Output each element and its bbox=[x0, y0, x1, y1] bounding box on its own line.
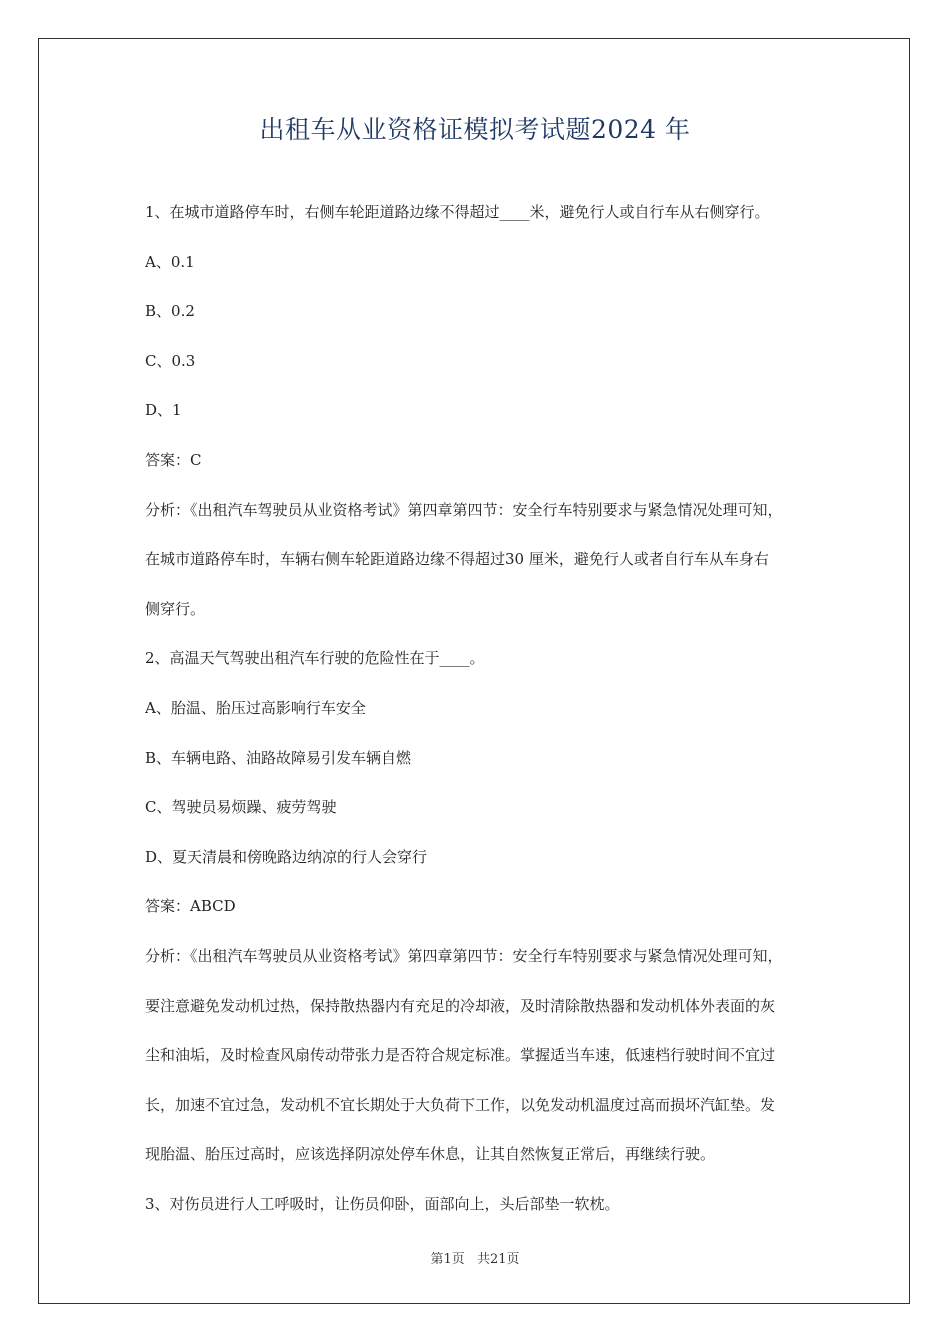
question-3-text: 3、对伤员进行人工呼吸时，让伤员仰卧，面部向上，头后部垫一软枕。 bbox=[145, 1194, 620, 1213]
question-2-analysis-line: 现胎温、胎压过高时，应该选择阴凉处停车休息，让其自然恢复正常后，再继续行驶。 bbox=[145, 1145, 716, 1164]
question-2-option-d: D、夏天清晨和傍晚路边纳凉的行人会穿行 bbox=[145, 847, 428, 866]
question-2-option-b: B、车辆电路、油路故障易引发车辆自燃 bbox=[145, 748, 412, 767]
document-title: 出租车从业资格证模拟考试题2024 年 bbox=[259, 115, 691, 144]
page-footer bbox=[0, 1248, 950, 1267]
page-total: 共21页 bbox=[476, 1252, 520, 1267]
question-2-analysis-line: 尘和油垢，及时检查风扇传动带张力是否符合规定标准。掌握适当车速，低速档行驶时间不宜过 bbox=[145, 1046, 776, 1065]
question-1-analysis-line: 侧穿行。 bbox=[145, 599, 206, 618]
question-2-option-a: A、胎温、胎压过高影响行车安全 bbox=[145, 698, 366, 717]
question-1-text: 1、在城市道路停车时，右侧车轮距道路边缘不得超过____米，避免行人或自行车从右侧穿行。 bbox=[145, 203, 770, 221]
question-1-analysis-line: 在城市道路停车时，车辆右侧车轮距道路边缘不得超过30 厘米，避免行人或者自行车从车身右 bbox=[145, 550, 769, 569]
question-1-analysis-line: 分析：《出租汽车驾驶员从业资格考试》第四章第四节：安全行车特别要求与紧急情况处理可知， bbox=[145, 500, 783, 519]
question-1-option-a: A、0.1 bbox=[145, 252, 195, 271]
question-2-option-c: C、驾驶员易烦躁、疲劳驾驶 bbox=[145, 798, 337, 817]
question-2-answer: 答案：ABCD bbox=[145, 897, 236, 916]
question-1-answer: 答案：C bbox=[145, 450, 202, 469]
question-1-option-b: B、0.2 bbox=[145, 302, 195, 321]
question-2-analysis-line: 要注意避免发动机过热，保持散热器内有充足的冷却液，及时清除散热器和发动机体外表面的灰 bbox=[145, 996, 776, 1015]
question-2-text: 2、高温天气驾驶出租汽车行驶的危险性在于____。 bbox=[145, 649, 485, 668]
document-body bbox=[145, 199, 810, 1240]
question-2-analysis-line: 长，加速不宜过急，发动机不宜长期处于大负荷下工作，以免发动机温度过高而损坏汽缸垫。发 bbox=[145, 1095, 776, 1114]
question-2-analysis-line: 分析：《出租汽车驾驶员从业资格考试》第四章第四节：安全行车特别要求与紧急情况处理可知， bbox=[145, 946, 783, 965]
page-number: 第1页 bbox=[430, 1252, 465, 1267]
question-1-option-c: C、0.3 bbox=[145, 351, 196, 370]
question-1-option-d: D、1 bbox=[145, 401, 182, 420]
